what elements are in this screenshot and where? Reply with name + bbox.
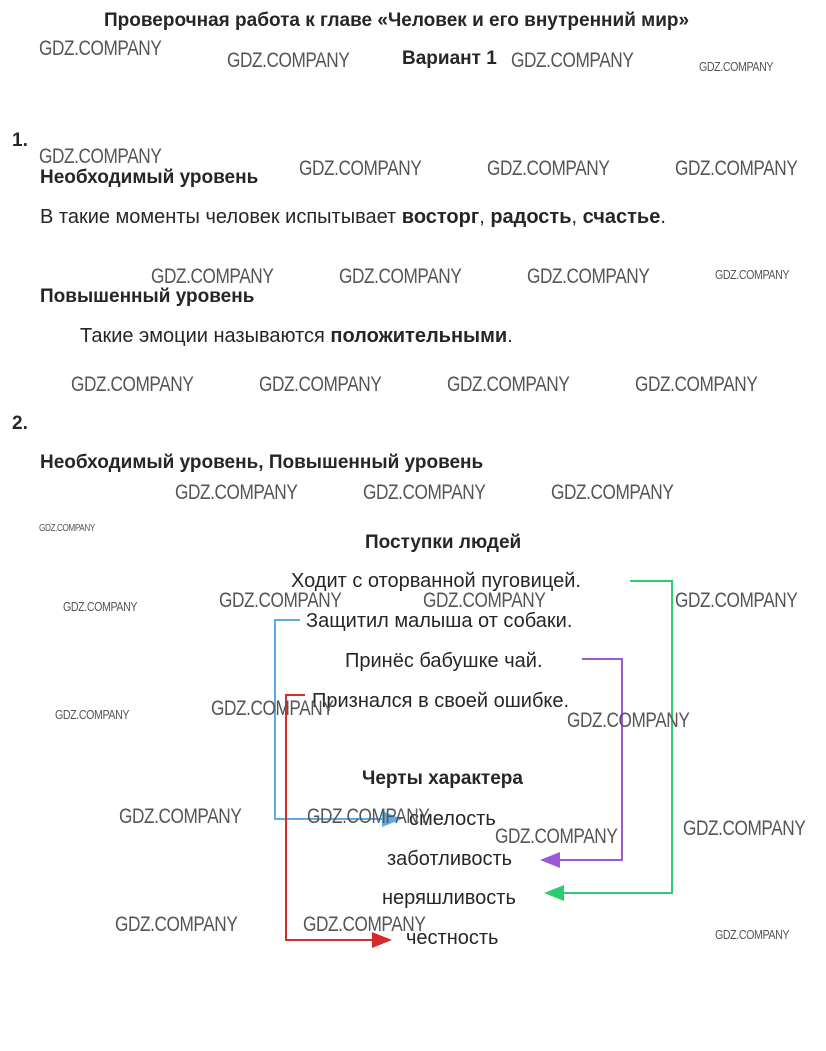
watermark: GDZ.COMPANY [303,913,426,936]
watermark: GDZ.COMPANY [699,59,774,74]
advanced-level-label: Повышенный уровень [40,286,255,307]
answer-end: . [660,206,666,228]
answer-bold-word: положительными [330,325,508,347]
watermark: GDZ.COMPANY [151,265,274,288]
watermark: GDZ.COMPANY [39,145,162,168]
trait-item: честность [406,927,499,949]
variant-label: Вариант 1 [402,48,497,69]
watermark: GDZ.COMPANY [119,805,242,828]
watermark: GDZ.COMPANY [511,49,634,72]
watermark: GDZ.COMPANY [423,589,546,612]
watermark: GDZ.COMPANY [675,157,798,180]
task-number-1: 1. [12,130,28,151]
watermark: GDZ.COMPANY [495,825,618,848]
watermark: GDZ.COMPANY [211,697,334,720]
watermark: GDZ.COMPANY [675,589,798,612]
watermark: GDZ.COMPANY [175,481,298,504]
watermark: GDZ.COMPANY [307,805,430,828]
answer-bold-word: счастье [582,206,661,228]
trait-item: неряшливость [382,887,516,909]
watermark: GDZ.COMPANY [63,599,138,614]
watermark: GDZ.COMPANY [715,267,790,282]
watermark: GDZ.COMPANY [447,373,570,396]
action-item: Защитил малыша от собаки. [306,610,573,632]
answer-bold-word: радость [490,206,572,228]
answer-sep: , [571,206,583,228]
trait-item: заботливость [387,848,513,870]
levels-label: Необходимый уровень, Повышенный уровень [40,452,484,473]
trait-item: смелость [409,808,496,830]
answer-bold-word: восторг [401,206,480,228]
required-level-label: Необходимый уровень [40,167,259,188]
watermark: GDZ.COMPANY [259,373,382,396]
action-item: Принёс бабушке чай. [345,650,543,672]
watermark: GDZ.COMPANY [339,265,462,288]
task-number-2: 2. [12,413,28,434]
answer-text: Такие эмоции называются [80,325,331,347]
watermark: GDZ.COMPANY [527,265,650,288]
watermark: GDZ.COMPANY [115,913,238,936]
watermark: GDZ.COMPANY [55,707,130,722]
page-title: Проверочная работа к главе «Человек и его внутренний мир» [104,10,690,31]
watermark: GDZ.COMPANY [39,37,162,60]
answer-text: В такие моменты человек испытывает [40,206,402,228]
action-item: Признался в своей ошибке. [312,690,570,712]
watermark: GDZ.COMPANY [551,481,674,504]
actions-heading: Поступки людей [365,532,522,553]
watermark: GDZ.COMPANY [227,49,350,72]
watermark: GDZ.COMPANY [635,373,758,396]
watermark: GDZ.COMPANY [567,709,690,732]
answer-end: . [507,325,513,347]
watermark: GDZ.COMPANY [487,157,610,180]
watermark: GDZ.COMPANY [299,157,422,180]
watermark: GDZ.COMPANY [39,523,95,534]
answer-sep: , [479,206,491,228]
action-item: Ходит с оторванной пуговицей. [291,570,581,592]
watermark: GDZ.COMPANY [219,589,342,612]
traits-heading: Черты характера [362,768,523,789]
watermark: GDZ.COMPANY [71,373,194,396]
watermark: GDZ.COMPANY [715,927,790,942]
watermark: GDZ.COMPANY [363,481,486,504]
watermark: GDZ.COMPANY [683,817,806,840]
